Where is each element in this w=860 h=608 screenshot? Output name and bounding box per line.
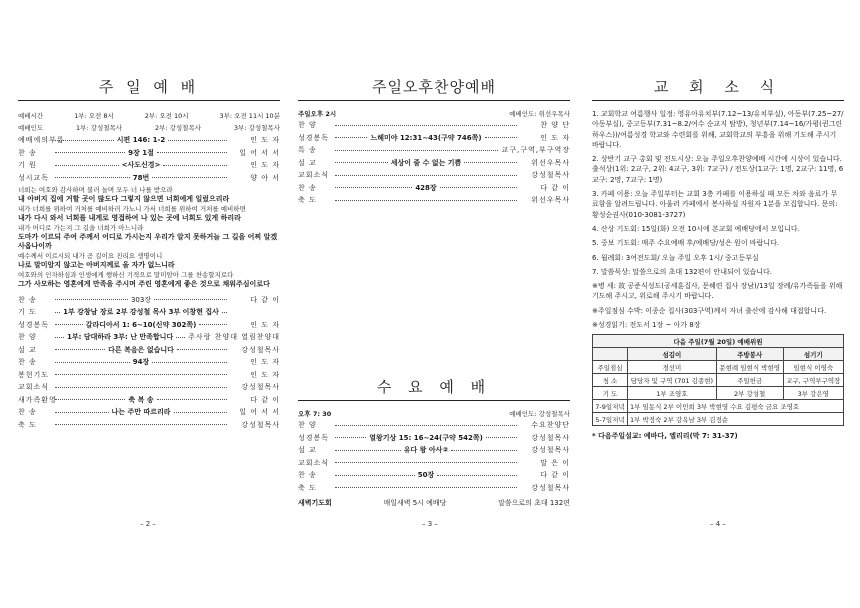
table-cell: 교구, 구역부구역장 [783, 374, 843, 387]
order-content: 느헤미야 12:31~43(구약 746쪽) [370, 133, 482, 142]
leader-dots [157, 152, 227, 153]
reading-line: 여호와의 인자하심과 인생에게 행하신 기적으로 말미암아 그를 찬송할지로다 [18, 270, 234, 279]
table-cell: 경선미 [628, 361, 717, 374]
leader-dots [168, 140, 227, 141]
leader-dots [335, 450, 401, 451]
church-news-title: 교 회 소 식 [592, 76, 844, 101]
order-content: 다른 복음은 없습니다 [108, 345, 174, 354]
table-caption: 다음 주일(7월 20일) 예배위원 [593, 335, 844, 348]
order-row [298, 132, 570, 145]
afternoon-time: 주일오후 2시 [298, 110, 337, 118]
page-3 [298, 76, 570, 207]
leader-dots [55, 362, 130, 363]
time-row [18, 122, 280, 135]
reading-line: 내가 다시 와서 너희를 내게로 영접하여 나 있는 곳에 너희도 있게 하리라 [18, 214, 241, 223]
time-t1: 1부: 강성철목사 [76, 124, 123, 133]
wednesday-order [298, 419, 570, 494]
order-content: 유다 왕 아사② [403, 446, 449, 455]
leader-dots [464, 162, 517, 163]
leader-dots [55, 152, 125, 153]
wednesday-worship [298, 376, 570, 508]
order-person: 다 같 이 [250, 395, 281, 404]
reading-line: 내가 어디로 가는지 그 길을 너희가 아느니라 [18, 223, 144, 232]
leader-dots [55, 374, 227, 375]
order-row [298, 419, 570, 432]
table-cell: 2부 강성철 [716, 387, 783, 400]
leader-dots [157, 399, 227, 400]
reading-line: 나로 말미암지 않고는 아버지께로 올 자가 없느니라 [18, 261, 175, 270]
table-cell: 3부 강은영 [783, 387, 843, 400]
order-content: 94장 [132, 358, 150, 367]
order-row [298, 194, 570, 207]
table-row [593, 361, 844, 374]
order-role: 축 도 [18, 420, 37, 429]
order-row [18, 134, 280, 147]
leader-dots [335, 425, 517, 426]
leader-dots [335, 437, 366, 438]
order-role: 기 원 [18, 161, 37, 170]
worship-times [18, 109, 280, 134]
order-row [18, 418, 280, 431]
order-row [298, 144, 570, 157]
table-cell: 주일헌금 [716, 374, 783, 387]
order-content: 1부 강창남 장로 2부 강성철 목사 3부 이창현 집사 [63, 308, 219, 317]
leader-dots [174, 412, 228, 413]
dawn-prayer-note: 말씀으로의 초대 132편 [498, 499, 570, 507]
order-person: 인 도 자 [250, 161, 280, 170]
order-content: 303장 [130, 295, 152, 304]
table-header-row [593, 348, 844, 361]
order-row [18, 147, 280, 160]
leader-dots [55, 312, 60, 313]
page-number-3: – 3 – [422, 520, 438, 528]
order-person: 다 같 이 [540, 471, 571, 480]
leader-dots [199, 324, 227, 325]
time-t3: 3부: 오전 11시 10분 [219, 111, 280, 120]
news-item: 6. 월례회: 3여전도회/ 오늘 주일 오후 1시/ 중고등부실 [592, 253, 759, 262]
order-person: 다 같 이 [540, 183, 570, 192]
order-row [298, 119, 570, 132]
table-cell: 주일점심 [593, 361, 628, 374]
order-role: 찬 송 [18, 148, 37, 157]
order-content: 9장 1절 [128, 148, 154, 157]
order-row [18, 381, 280, 394]
dawn-prayer-label: 새벽기도회 [298, 499, 332, 507]
table-cell: 7-9일저녁 [593, 400, 628, 413]
church-news-list [592, 109, 844, 330]
leader-dots [451, 450, 517, 451]
news-item: 2. 상반기 교구 총회 및 전도시상: 오늘 주일오후찬양예배 시간에 시상이 있습니다. 출석상(1위: 2교구, 2위: 4교구, 3위: 7교구) / 전도상(1교구: 1명, 2교구: 11명, 6교구: 2명, 7교구: 1명) [592, 155, 844, 184]
wednesday-header [298, 409, 570, 419]
order-person: 교구,구역,부구역장 [501, 146, 570, 155]
order-content: <사도신경> [121, 161, 161, 170]
leader-dots [437, 475, 517, 476]
time-t2: 2부: 강성철목사 [154, 124, 202, 133]
table-cell: 임현식 이영숙 [783, 361, 843, 374]
order-role: 찬 송 [18, 408, 37, 417]
order-content: 50장 [417, 471, 435, 480]
order-person: 수요찬양단 [531, 421, 570, 430]
leader-dots [335, 150, 498, 151]
order-role: 찬 송 [298, 471, 317, 480]
order-person: 일 어 서 서 [239, 148, 281, 157]
news-item: ※주일점심 수박: 이종순 집사(303구역)께서 자녀 출산에 감사해 대접합니다. [592, 306, 827, 315]
leader-dots [335, 175, 517, 176]
news-item: 7. 말씀묵상: 말씀으로의 초대 132편이 안내되어 있습니다. [592, 267, 772, 276]
order-content: 시편 146: 1-2 [116, 136, 166, 145]
table-row [593, 374, 844, 387]
news-item: 1. 교회학교 여름행사 일정: 영유아유치부(7.12~13/유치부실), 아동부(7.25~27/아동부실), 중고등부(7.31~8.2/여수 순교지 탐방), 청년부(7.14~16/가평(퀸그린하우스))/여름성경 학교와 수련회를 위해, 교회학교의 부흥을 위해 기도해 주시기 바랍니다. [592, 110, 844, 149]
news-item: ※성경읽기: 전도서 1장 ~ 아가 8장 [592, 321, 701, 330]
order-row [298, 182, 570, 195]
table-caption-row [593, 335, 844, 348]
page-4 [592, 76, 844, 441]
leader-dots [55, 299, 128, 300]
order-role: 찬 송 [18, 358, 37, 367]
order-person: 인 도 자 [250, 136, 280, 145]
order-row [18, 172, 280, 185]
leader-dots [55, 387, 227, 388]
order-role: 축 도 [298, 483, 317, 492]
leader-dots [222, 312, 227, 313]
order-role: 교회소식 [298, 171, 330, 180]
table-cell: 청 소 [593, 374, 628, 387]
order-role: 교회소식 [18, 383, 50, 392]
afternoon-worship-header [298, 109, 570, 119]
order-role: 설 교 [298, 446, 317, 455]
leader-dots [335, 462, 517, 463]
order-role: 축 도 [298, 196, 317, 205]
afternoon-order [298, 119, 570, 207]
order-role: 찬 송 [298, 183, 317, 192]
order-person: 강성철목사 [531, 446, 570, 455]
leader-dots [335, 137, 367, 138]
page-number-4: – 4 – [710, 520, 726, 528]
order-person: 인 도 자 [250, 320, 281, 329]
order-of-service-bottom [18, 293, 280, 431]
leader-dots [335, 187, 412, 188]
order-person: 강성철목사 [241, 420, 280, 429]
leader-dots [177, 349, 227, 350]
news-item: ※병 세: 故 공준식성도(공세훈집사, 문혜련 집사 장남)/13일 장례/유가족들을 위해 기도해 주시고, 위로해 주시기 바랍니다. [592, 282, 843, 301]
order-role: 새가족환영 [18, 395, 57, 404]
table-cell: 담당자 및 구역 (701 김종현) [628, 374, 717, 387]
order-person: 양 아 서 [250, 173, 281, 182]
order-person: 강성철목사 [531, 171, 570, 180]
leader-dots [335, 475, 415, 476]
leader-dots [335, 200, 517, 201]
order-content: 78번 [132, 173, 150, 182]
order-person: 위선우목사 [531, 196, 570, 205]
page-2 [18, 76, 280, 431]
responsive-reading [18, 186, 280, 289]
order-content: 1부: 담대하라 3부: 난 만족합니다 [66, 333, 174, 342]
order-row [298, 169, 570, 182]
leader-dots [55, 399, 125, 400]
order-person: 인 도 자 [250, 370, 280, 379]
leader-dots [55, 140, 114, 141]
time-t3: 3부: 강성철목사 [233, 124, 280, 133]
order-row [18, 318, 280, 331]
order-row [18, 159, 280, 172]
order-content: 428장 [415, 183, 437, 192]
order-person: 다 같 이 [250, 295, 280, 304]
table-row [593, 400, 844, 413]
afternoon-leader: 예배인도: 위선우목사 [509, 110, 570, 118]
table-header: 섬기기 [783, 348, 843, 361]
order-person: 위선우목사 [531, 158, 571, 167]
order-person: 인 도 자 [250, 358, 281, 367]
sunday-worship-title: 주 일 예 배 [18, 76, 280, 101]
order-role: 성경봉독 [298, 433, 330, 442]
order-content: 세상이 줄 수 없는 기쁨 [390, 158, 462, 167]
order-person: 강성철목사 [531, 433, 571, 442]
order-content: 나는 주만 따르리라 [111, 408, 171, 417]
leader-dots [55, 412, 109, 413]
reading-line: 그가 사모하는 영혼에게 만족을 주시며 주린 영혼에게 좋은 것으로 채워주심이로다 [18, 280, 270, 289]
order-role: 예배에의부름 [18, 136, 65, 145]
time-t2: 2부: 오전 10시 [144, 111, 189, 120]
wednesday-leader: 예배인도: 강성철목사 [509, 410, 570, 418]
wednesday-time: 오후 7: 30 [298, 410, 332, 418]
leader-dots [440, 187, 517, 188]
order-role: 성시교독 [18, 173, 50, 182]
table-cell: 5-7일저녁 [593, 413, 628, 426]
news-item: 4. 산상 기도회: 15일(화) 오전 10시에 본교회 예배당에서 모입니다. [592, 224, 800, 233]
order-role: 특 송 [298, 146, 317, 155]
leader-dots [55, 165, 119, 166]
order-of-service-top [18, 134, 280, 184]
news-item: 5. 중보 기도회: 매주 수요예배 후/예배당/성은 원이 바랍니다. [592, 239, 780, 248]
leader-dots [163, 165, 227, 166]
order-person: 주사랑 찬양대 열림찬양대 [188, 333, 281, 342]
table-header: 주방봉사 [716, 348, 783, 361]
leader-dots [152, 362, 227, 363]
order-role: 성경봉독 [298, 133, 330, 142]
table-cell: 1부 조영호 [628, 387, 717, 400]
leader-dots [55, 177, 130, 178]
leader-dots [154, 299, 227, 300]
order-role: 봉헌기도 [18, 370, 50, 379]
leader-dots [485, 137, 517, 138]
reading-line: 내가 너희를 위하여 거처를 예비하러 가노니 가서 너희를 위하여 거처를 예비하면 [18, 204, 246, 213]
order-row [18, 343, 280, 356]
order-person: 찬 양 단 [540, 121, 570, 130]
order-row [18, 368, 280, 381]
next-sermon: * 다음주일설교: 예바다, 엘리리(막 7: 31-37) [592, 432, 738, 441]
leader-dots [55, 424, 227, 425]
table-header [593, 348, 628, 361]
order-row [18, 393, 280, 406]
order-row [18, 331, 280, 344]
order-role: 성경봉독 [18, 320, 50, 329]
reading-line: 도마가 이르되 주여 주께서 어디로 가시는지 우리가 알지 못하거늘 그 길을 어찌 알겠사옵나이까 [18, 233, 278, 251]
order-person: 말 은 이 [540, 458, 570, 467]
wednesday-worship-title: 수 요 예 배 [298, 376, 570, 401]
order-row [18, 306, 280, 319]
order-row [18, 406, 280, 419]
order-row [298, 432, 570, 445]
table-row [593, 413, 844, 426]
time-label: 예배시간 [18, 111, 44, 120]
dawn-prayer-time: 매일새벽 5시 예배당 [383, 499, 447, 507]
leader-dots [335, 125, 517, 126]
table-cell: 기 도 [593, 387, 628, 400]
order-row [298, 457, 570, 470]
order-content: 축 복 송 [128, 395, 154, 404]
leader-dots [55, 349, 105, 350]
time-row [18, 109, 280, 122]
order-role: 기 도 [18, 308, 37, 317]
dawn-prayer [298, 498, 570, 508]
order-role: 설 교 [298, 158, 317, 167]
leader-dots [55, 337, 64, 338]
leader-dots [152, 177, 227, 178]
reading-line: 내 아버지 집에 거할 곳이 많도다 그렇지 않으면 너희에게 일렀으리라 [18, 195, 230, 204]
leader-dots [176, 337, 185, 338]
order-role: 찬 송 [18, 295, 37, 304]
order-content: 열왕기상 15: 16~24(구약 542쪽) [369, 433, 483, 442]
order-role: 찬 양 [298, 121, 317, 130]
order-row [18, 293, 280, 306]
order-role: 찬 양 [298, 421, 317, 430]
afternoon-worship-title: 주일오후찬양예배 [298, 76, 570, 101]
table-cell: 1부 박정숙 2부 강옥남 3부 김정순 [628, 413, 844, 426]
leader-dots [335, 487, 517, 488]
table-header: 섬김이 [628, 348, 717, 361]
order-person: 강성철목사 [241, 383, 280, 392]
order-row [298, 469, 570, 482]
table-row [593, 387, 844, 400]
leader-dots [486, 437, 517, 438]
reading-line: 너희는 여호와 감사하며 불러 놀며 모두 너 나를 받으라 [18, 186, 173, 194]
order-person: 일 어 서 서 [239, 408, 281, 417]
order-person: 인 도 자 [540, 133, 571, 142]
news-item: 3. 카페 이용: 오늘 주일부터는 교회 3층 카페를 이용하실 때 모든 차와 음료가 무료함을 알려드립니다. 아울러 카페에서 봉사하실 자원자 1분을 모집합니다. 문의: 황성순권사(010-3081-3727) [592, 190, 838, 219]
order-person: 강성철목사 [241, 345, 281, 354]
leader-dots [335, 162, 388, 163]
order-role: 설 교 [18, 345, 37, 354]
order-content: 갈라디아서 1: 6~10(신약 302쪽) [85, 320, 197, 329]
order-role: 찬 양 [18, 333, 37, 342]
order-row [18, 356, 280, 369]
order-row [298, 444, 570, 457]
order-row [298, 157, 570, 170]
order-role: 교회소식 [298, 458, 330, 467]
next-week-servers-table [592, 334, 844, 426]
reading-line: 예수께서 이르시되 내가 곧 길이요 진리요 생명이니 [18, 251, 163, 260]
leader-dots [55, 324, 83, 325]
order-row [298, 482, 570, 495]
table-cell: 1부 임동식 2부 이민희 3부 박현영 수요 김평숙 금요 조영호 [628, 400, 844, 413]
page-number-2: – 2 – [140, 520, 156, 528]
table-cell: 문현례 임현식 박현영 [716, 361, 783, 374]
time-label: 예배인도 [18, 124, 44, 133]
time-t1: 1부: 오전 8시 [74, 111, 114, 120]
order-person: 강성철목사 [531, 483, 570, 492]
